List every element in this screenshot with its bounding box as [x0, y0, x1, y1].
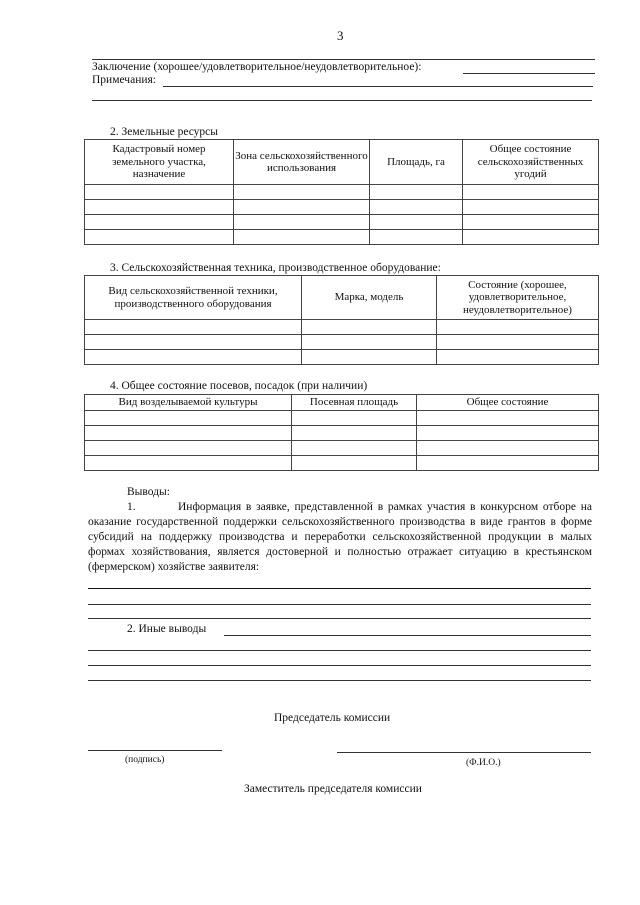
section-4-title: 4. Общее состояние посевов, посадок (при наличии): [110, 380, 368, 392]
other-conclusions-label: 2. Иные выводы: [127, 623, 207, 635]
deputy-title: Заместитель председателя комиссии: [244, 783, 422, 795]
rule-line: [92, 59, 595, 60]
answer-line[interactable]: [88, 680, 591, 681]
table-cell[interactable]: [85, 200, 234, 215]
table-cell[interactable]: [463, 185, 599, 200]
table-cell[interactable]: [85, 456, 292, 471]
table-cell[interactable]: [370, 215, 463, 230]
column-header: Вид сельскохозяйственной техники, производственного оборудования: [85, 276, 302, 320]
table-row: [85, 441, 599, 456]
conclusion-item-1-text: Информация в заявке, представленной в рамках участия в конкурсном отборе на оказание государственной поддержки сельскохозяйственного производства в виде грантов в форме субсидий на поддержку производства и переработки сельскохозяйственной продукции в малых формах хозяйствования, является достоверной и полностью отражает ситуацию в крестьянском (фермерском) хозяйстве заявителя:: [88, 501, 592, 573]
table-cell[interactable]: [437, 335, 599, 350]
column-header: Общее состояние сельскохозяйственных угодий: [463, 140, 599, 185]
column-header: Посевная площадь: [292, 395, 417, 411]
answer-line[interactable]: [224, 635, 591, 636]
conclusion-item-1-number: 1.: [127, 501, 136, 513]
answer-line[interactable]: [88, 588, 591, 589]
column-header: Площадь, га: [370, 140, 463, 185]
chair-title: Председатель комиссии: [274, 712, 391, 724]
table-cell[interactable]: [85, 320, 302, 335]
table-cell[interactable]: [302, 350, 437, 365]
table-cell[interactable]: [370, 200, 463, 215]
table-cell[interactable]: [437, 320, 599, 335]
signature-line[interactable]: [88, 750, 222, 751]
table-row: [85, 350, 599, 365]
table-cell[interactable]: [463, 230, 599, 245]
answer-line[interactable]: [88, 650, 591, 651]
table-cell[interactable]: [234, 200, 370, 215]
table-cell[interactable]: [85, 230, 234, 245]
name-caption: (Ф.И.О.): [466, 758, 501, 768]
answer-line[interactable]: [88, 618, 591, 619]
table-cell[interactable]: [292, 441, 417, 456]
table-cell[interactable]: [292, 411, 417, 426]
column-header: Зона сельскохозяйственного использования: [234, 140, 370, 185]
table-cell[interactable]: [417, 456, 599, 471]
section-2-title: 2. Земельные ресурсы: [110, 126, 219, 138]
table-header-row: [85, 395, 599, 411]
conclusion-blank-line[interactable]: [463, 73, 595, 74]
table-cell[interactable]: [437, 350, 599, 365]
table-cell[interactable]: [85, 441, 292, 456]
table-cell[interactable]: [234, 215, 370, 230]
table-row: [85, 320, 599, 335]
table-cell[interactable]: [234, 185, 370, 200]
table-cell[interactable]: [370, 185, 463, 200]
table-cell[interactable]: [417, 441, 599, 456]
table-cell[interactable]: [85, 215, 234, 230]
notes-label: Примечания:: [92, 74, 156, 86]
table-cell[interactable]: [417, 426, 599, 441]
crops-table: [84, 394, 599, 471]
column-header: Кадастровый номер земельного участка, назначение: [85, 140, 234, 185]
column-header: Состояние (хорошее, удовлетворительное, неудовлетворительное): [437, 276, 599, 320]
table-row: [85, 200, 599, 215]
name-line[interactable]: [337, 752, 591, 753]
table-cell[interactable]: [463, 215, 599, 230]
table-row: [85, 411, 599, 426]
table-cell[interactable]: [417, 411, 599, 426]
table-row: [85, 185, 599, 200]
table-cell[interactable]: [85, 185, 234, 200]
answer-line[interactable]: [88, 604, 591, 605]
table-cell[interactable]: [370, 230, 463, 245]
table-cell[interactable]: [292, 456, 417, 471]
column-header: Вид возделываемой культуры: [85, 395, 292, 411]
table-cell[interactable]: [463, 200, 599, 215]
land-resources-table: [84, 139, 599, 245]
table-row: [85, 426, 599, 441]
column-header: Общее состояние: [417, 395, 599, 411]
answer-line[interactable]: [88, 665, 591, 666]
table-cell[interactable]: [85, 335, 302, 350]
notes-blank-line[interactable]: [163, 86, 593, 87]
table-row: [85, 230, 599, 245]
table-cell[interactable]: [85, 426, 292, 441]
table-cell[interactable]: [292, 426, 417, 441]
section-3-title: 3. Сельскохозяйственная техника, производственное оборудование:: [110, 262, 441, 274]
table-row: [85, 335, 599, 350]
page-number: 3: [337, 28, 344, 43]
table-row: [85, 456, 599, 471]
table-row: [85, 215, 599, 230]
table-header-row: [85, 140, 599, 185]
notes-blank-line-2[interactable]: [92, 100, 592, 101]
table-cell[interactable]: [234, 230, 370, 245]
table-cell[interactable]: [302, 320, 437, 335]
column-header: Марка, модель: [302, 276, 437, 320]
table-cell[interactable]: [85, 411, 292, 426]
table-cell[interactable]: [85, 350, 302, 365]
signature-caption: (подпись): [125, 755, 165, 765]
table-header-row: [85, 276, 599, 320]
table-cell[interactable]: [302, 335, 437, 350]
conclusions-title: Выводы:: [127, 486, 170, 498]
conclusion-label: Заключение (хорошее/удовлетворительное/неудовлетворительное):: [92, 61, 422, 73]
machinery-table: [84, 275, 599, 365]
